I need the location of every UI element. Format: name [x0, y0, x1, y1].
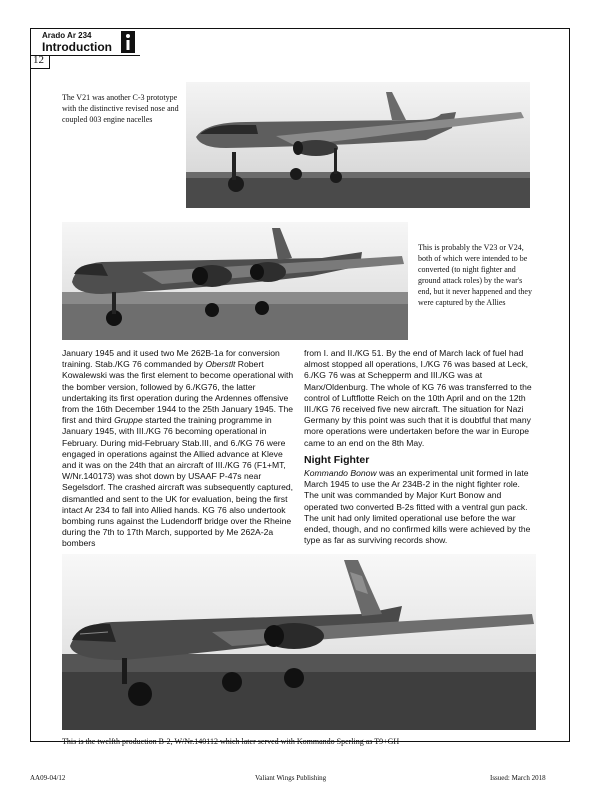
body-column-left: [62, 348, 294, 550]
info-icon: [121, 31, 135, 53]
photo-aircraft-b2: [62, 554, 536, 730]
footer-issue-date: Issued: March 2018: [490, 774, 546, 782]
body-paragraph: January 1945 and it used two Me 262B-1a for conversion training. Stab./KG 76 commanded by Oberstlt Robert Kowalewski was the first element to become operational with the bomber version, followed by 6./KG76, the latter undertaking its first operation during the Ardennes offensive from the 16th December 1944 to the 25th January 1945. The first and third Gruppe started the training programme in January 1945, with III./KG 76 becoming operational in February. During mid-February Stab.III, and 6./KG 76 were engaged in operations against the Allied advance at Kleve and it was on the 24th that an aircraft of III./KG 76 (F1+MT, W/Nr.140173) was shot down by USAAF P-47s near Segelsdorf. The crashed aircraft was subsequently captured, dismantled and sent to the UK for evaluation, being the first intact Ar 234 to fall into Allied hands. KG 76 also undertook bombing runs against the Ludendorff bridge over the Rheine during the 7th to 17th March, supported by Me 262A-2a bombers: [62, 348, 294, 549]
photo3-caption: This is the twelfth production B-2, W/Nr.140112 which later served with Kommando Sperling as T9+GH: [62, 737, 400, 746]
footer-publisher: Valiant Wings Publishing: [255, 774, 327, 782]
footer-code: AA09-04/12: [30, 774, 66, 782]
photo-aircraft-v21: [186, 82, 530, 208]
series-label: Arado Ar 234: [42, 31, 92, 40]
page-number: 12: [33, 54, 44, 66]
section-heading-night-fighter: Night Fighter: [304, 453, 370, 466]
photo-aircraft-v23: [62, 222, 408, 340]
section-title: Introduction: [42, 40, 112, 54]
photo1-caption: The V21 was another C-3 prototype with the distinctive revised nose and coupled 003 engine nacelles: [62, 93, 179, 124]
body-paragraph: from I. and II./KG 51. By the end of March lack of fuel had almost stopped all operations, I./KG 76 was based at Leck, 6./KG 76 was at Schepperm and III./KG was at Marx/Oldenburg. The whole of KG 76 was transferred to the control of Luftflotte Reich on the 10th April and on the 12th III./KG 76 received five new aircraft. The situation for Nazi Germany by this point was such that it is doubtful that many more operations were undertaken before the war in Europe came to an end on the 8th May.: [304, 348, 532, 448]
photo2-caption: This is probably the V23 or V24, both of which were intended to be converted (to night fighter and ground attack roles) by the war's end, but it never happened and they were captured by the Allies: [418, 243, 532, 307]
body-column-right: [304, 348, 536, 546]
body-paragraph: Kommando Bonow was an experimental unit formed in late March 1945 to use the Ar 234B-2 in the night fighter role. The unit was commanded by Major Kurt Bonow and operated two converted B-2s fitted with a ventral gun pack. The unit had only limited operational use before the war ended, though, and no confirmed kills were achieved by the type as far as surviving records show.: [304, 468, 531, 546]
